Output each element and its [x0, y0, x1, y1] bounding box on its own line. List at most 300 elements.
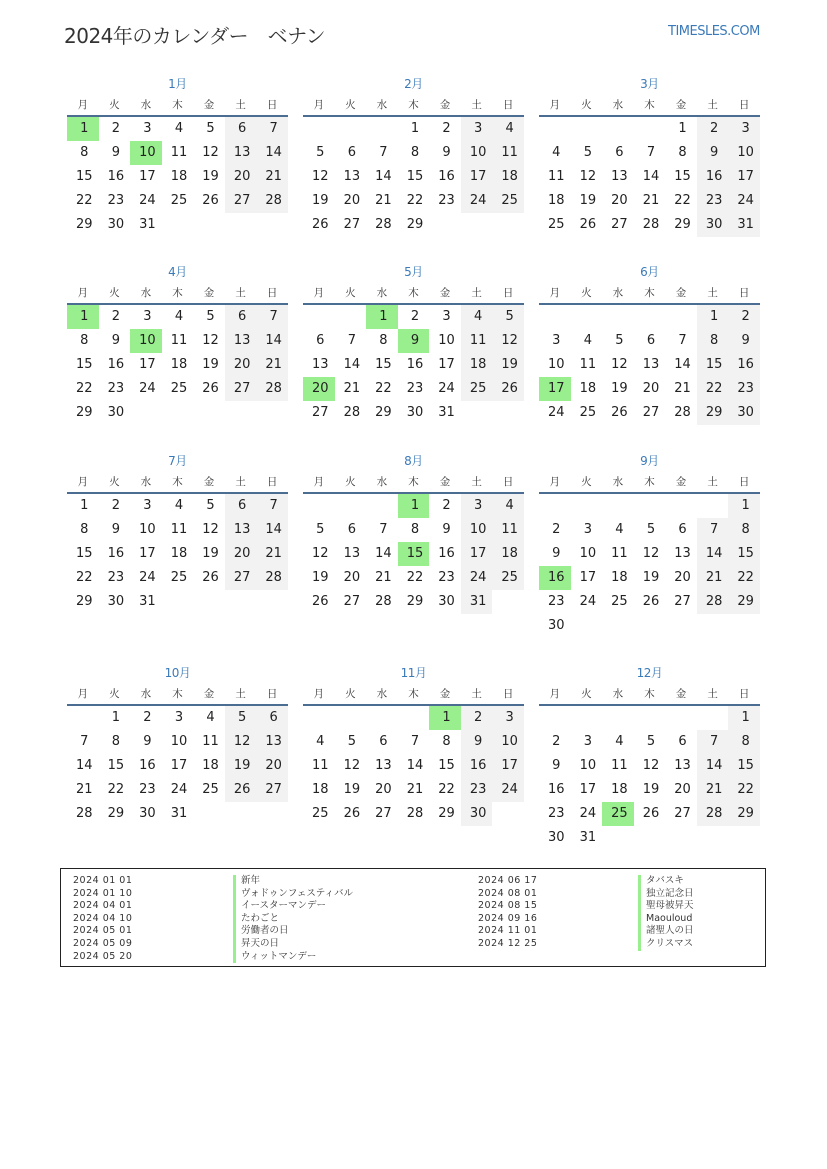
day-cell: 28 [256, 377, 288, 401]
holiday-date: 2024 04 01 [73, 900, 133, 912]
day-cell: 8 [410, 522, 420, 537]
day-cell: 25 [548, 217, 565, 232]
day-cell: 9 [442, 145, 451, 160]
holiday-date: 2024 05 01 [73, 925, 133, 937]
weekday-label: 水 [140, 99, 152, 111]
holiday-name: 聖母被昇天 [638, 900, 694, 913]
empty-cell [634, 305, 666, 329]
day-cell: 3 [442, 309, 451, 324]
day-cell: 1 [366, 305, 398, 329]
day-cell: 14 [375, 169, 392, 184]
empty-cell [665, 305, 697, 329]
day-cell: 21 [343, 381, 361, 396]
empty-cell [335, 305, 367, 329]
day-cell: 6 [316, 333, 325, 348]
day-cell: 10 [438, 333, 455, 348]
weekday-label: 土 [707, 287, 718, 299]
day-cell: 23 [548, 806, 565, 821]
weekday-label: 木 [408, 287, 419, 299]
day-cell: 4 [461, 305, 493, 329]
weekday-header [539, 95, 760, 117]
weekday-label: 火 [581, 476, 592, 488]
day-cell: 11 [202, 734, 219, 749]
day-cell: 15 [107, 758, 125, 773]
day-cell: 30 [548, 618, 565, 633]
weekday-label: 日 [266, 99, 278, 111]
day-cell: 13 [312, 357, 329, 372]
day-cell: 29 [406, 594, 424, 609]
day-cell: 9 [461, 730, 493, 754]
holiday-name: Maouloud [638, 913, 692, 926]
day-cell: 23 [139, 782, 156, 797]
day-cell: 17 [579, 570, 597, 585]
day-grid [67, 117, 288, 237]
month-name: 7月 [168, 454, 187, 468]
day-cell: 23 [461, 778, 493, 802]
weekday-label: 月 [549, 287, 561, 299]
month-1 [67, 73, 288, 237]
day-cell: 16 [438, 546, 455, 561]
day-cell: 1 [67, 117, 99, 141]
day-cell: 10 [139, 522, 156, 537]
weekday-label: 金 [675, 287, 687, 299]
holiday-name: たわごと [233, 913, 279, 926]
day-cell: 11 [492, 141, 524, 165]
weekday-label: 火 [345, 99, 356, 111]
day-cell: 25 [611, 594, 628, 609]
day-cell: 30 [728, 401, 760, 425]
weekday-label: 月 [77, 688, 89, 700]
day-cell: 24 [139, 193, 156, 208]
empty-cell [728, 826, 760, 850]
day-cell: 4 [316, 734, 325, 749]
weekday-label: 月 [549, 99, 561, 111]
day-cell: 17 [139, 169, 156, 184]
empty-cell [461, 401, 493, 425]
day-cell: 13 [225, 329, 257, 353]
day-cell: 9 [442, 522, 451, 537]
day-cell: 29 [76, 594, 93, 609]
weekday-label: 水 [376, 99, 388, 111]
holiday-name: イースターマンデー [233, 900, 326, 913]
day-cell: 21 [375, 570, 392, 585]
day-cell: 28 [256, 189, 288, 213]
weekday-label: 金 [675, 688, 687, 700]
day-cell: 2 [111, 498, 120, 513]
day-cell: 27 [674, 806, 691, 821]
day-cell: 29 [728, 590, 760, 614]
day-cell: 19 [202, 546, 219, 561]
day-cell: 14 [406, 758, 424, 773]
holiday-date: 2024 05 09 [73, 937, 133, 949]
empty-cell [492, 213, 524, 237]
holiday-row [73, 888, 353, 901]
day-cell: 28 [697, 590, 729, 614]
day-cell: 31 [728, 213, 760, 237]
day-cell: 17 [461, 165, 493, 189]
day-cell: 19 [343, 782, 361, 797]
day-cell: 28 [256, 566, 288, 590]
day-cell: 15 [728, 754, 760, 778]
month-8 [303, 450, 524, 614]
weekday-header [67, 684, 288, 706]
weekday-label: 土 [235, 99, 246, 111]
day-cell: 15 [406, 169, 424, 184]
empty-cell [492, 401, 524, 425]
holiday-name: クリスマス [638, 938, 693, 951]
day-cell: 19 [202, 357, 219, 372]
day-cell: 22 [697, 377, 729, 401]
weekday-header [67, 283, 288, 305]
weekday-label: 火 [581, 99, 592, 111]
holiday-list-left [73, 875, 353, 963]
empty-cell [461, 213, 493, 237]
day-cell: 13 [225, 141, 257, 165]
day-cell: 19 [312, 193, 329, 208]
day-cell: 2 [461, 706, 493, 730]
weekday-label: 土 [707, 476, 718, 488]
day-grid [303, 117, 524, 237]
weekday-header [303, 283, 524, 305]
day-cell: 22 [76, 381, 93, 396]
day-cell: 24 [139, 570, 156, 585]
day-cell: 19 [579, 193, 597, 208]
day-cell: 8 [442, 734, 451, 749]
weekday-label: 土 [471, 287, 482, 299]
day-cell: 4 [615, 734, 624, 749]
holiday-row [478, 925, 694, 938]
empty-cell [697, 614, 729, 638]
day-cell: 30 [548, 830, 565, 845]
day-grid [539, 494, 760, 638]
day-cell: 5 [583, 145, 592, 160]
empty-cell [539, 706, 571, 730]
day-cell: 26 [202, 381, 219, 396]
empty-cell [571, 117, 603, 141]
empty-cell [130, 401, 162, 425]
day-cell: 7 [678, 333, 687, 348]
weekday-label: 日 [266, 688, 278, 700]
day-cell: 18 [461, 353, 493, 377]
day-cell: 12 [202, 333, 219, 348]
weekday-label: 月 [549, 476, 561, 488]
empty-cell [162, 401, 194, 425]
day-cell: 15 [728, 542, 760, 566]
day-cell: 28 [375, 594, 392, 609]
day-cell: 7 [379, 522, 388, 537]
day-cell: 18 [579, 381, 597, 396]
day-cell: 17 [539, 377, 571, 401]
empty-cell [303, 494, 335, 518]
day-cell: 23 [548, 594, 565, 609]
day-cell: 5 [316, 145, 325, 160]
day-cell: 4 [615, 522, 624, 537]
day-cell: 30 [107, 217, 125, 232]
empty-cell [303, 706, 335, 730]
day-cell: 6 [615, 145, 624, 160]
weekday-label: 木 [172, 476, 183, 488]
weekday-header [67, 472, 288, 494]
month-name: 4月 [168, 265, 187, 279]
empty-cell [429, 213, 461, 237]
empty-cell [193, 401, 225, 425]
day-cell: 18 [170, 546, 188, 561]
holiday-row [73, 925, 353, 938]
day-cell: 11 [312, 758, 329, 773]
weekday-header [303, 95, 524, 117]
day-cell: 14 [697, 542, 729, 566]
day-cell: 17 [728, 165, 760, 189]
day-cell: 19 [225, 754, 257, 778]
day-cell: 9 [728, 329, 760, 353]
day-cell: 16 [728, 353, 760, 377]
day-cell: 26 [642, 594, 660, 609]
day-cell: 22 [728, 778, 760, 802]
holiday-row [73, 938, 353, 951]
day-cell: 6 [379, 734, 388, 749]
day-cell: 23 [107, 381, 125, 396]
holiday-row [73, 951, 353, 964]
month-7 [67, 450, 288, 614]
day-cell: 7 [646, 145, 656, 160]
empty-cell [335, 706, 367, 730]
day-cell: 23 [107, 570, 125, 585]
month-6 [539, 261, 760, 425]
day-cell: 10 [461, 518, 493, 542]
weekday-label: 金 [439, 476, 451, 488]
site-name[interactable]: TIMESLES.COM [668, 24, 760, 39]
day-cell: 13 [256, 730, 288, 754]
day-grid [539, 706, 760, 850]
empty-cell [366, 494, 398, 518]
day-cell: 5 [492, 305, 524, 329]
day-cell: 25 [492, 566, 524, 590]
empty-cell [571, 305, 603, 329]
month-2 [303, 73, 524, 237]
day-cell: 8 [728, 518, 760, 542]
holiday-date: 2024 04 10 [73, 912, 133, 924]
empty-cell [634, 614, 666, 638]
day-cell: 7 [256, 305, 288, 329]
day-cell: 28 [642, 217, 660, 232]
day-cell: 25 [170, 381, 188, 396]
holiday-row [478, 875, 694, 888]
day-cell: 9 [552, 546, 561, 561]
day-cell: 20 [225, 353, 257, 377]
day-cell: 15 [375, 357, 392, 372]
empty-cell [366, 117, 398, 141]
day-cell: 24 [170, 782, 188, 797]
day-cell: 13 [642, 357, 660, 372]
day-cell: 12 [202, 145, 219, 160]
day-cell: 13 [674, 546, 691, 561]
day-cell: 1 [67, 305, 99, 329]
weekday-label: 日 [738, 99, 750, 111]
day-cell: 29 [674, 217, 691, 232]
day-cell: 10 [130, 141, 162, 165]
day-cell: 14 [343, 357, 361, 372]
day-cell: 22 [406, 193, 424, 208]
empty-cell [492, 802, 524, 826]
day-cell: 24 [492, 778, 524, 802]
day-cell: 13 [343, 169, 361, 184]
day-cell: 16 [539, 566, 571, 590]
day-cell: 29 [728, 802, 760, 826]
day-cell: 11 [611, 758, 628, 773]
weekday-label: 月 [313, 99, 325, 111]
weekday-label: 日 [738, 287, 750, 299]
day-cell: 12 [225, 730, 257, 754]
day-cell: 27 [225, 377, 257, 401]
empty-cell [602, 305, 634, 329]
day-grid [303, 706, 524, 826]
empty-cell [665, 494, 697, 518]
day-cell: 7 [256, 117, 288, 141]
empty-cell [665, 826, 697, 850]
day-cell: 2 [697, 117, 729, 141]
weekday-label: 木 [644, 688, 655, 700]
day-cell: 23 [438, 570, 455, 585]
month-name: 9月 [640, 454, 659, 468]
day-cell: 22 [76, 193, 93, 208]
weekday-header [539, 283, 760, 305]
month-name: 8月 [404, 454, 423, 468]
day-cell: 26 [202, 570, 219, 585]
holiday-name: 独立記念日 [638, 888, 694, 901]
day-cell: 2 [552, 734, 561, 749]
empty-cell [162, 590, 194, 614]
day-cell: 24 [461, 566, 493, 590]
day-cell: 25 [461, 377, 493, 401]
day-cell: 9 [111, 522, 120, 537]
day-cell: 11 [492, 518, 524, 542]
day-cell: 2 [410, 309, 420, 324]
day-cell: 19 [611, 381, 628, 396]
day-cell: 12 [579, 169, 597, 184]
empty-cell [225, 401, 257, 425]
day-cell: 15 [697, 353, 729, 377]
day-cell: 25 [202, 782, 219, 797]
day-cell: 30 [697, 213, 729, 237]
empty-cell [728, 614, 760, 638]
holiday-date: 2024 06 17 [478, 875, 538, 886]
day-cell: 22 [674, 193, 691, 208]
empty-cell [634, 826, 666, 850]
empty-cell [571, 706, 603, 730]
day-cell: 5 [347, 734, 356, 749]
day-cell: 18 [492, 542, 524, 566]
day-cell: 7 [697, 730, 729, 754]
day-cell: 18 [492, 165, 524, 189]
day-cell: 30 [406, 405, 424, 420]
weekday-label: 水 [140, 688, 152, 700]
holiday-date: 2024 08 15 [478, 900, 538, 912]
weekday-label: 水 [140, 287, 152, 299]
day-cell: 1 [111, 710, 120, 725]
day-cell: 31 [438, 405, 455, 420]
day-cell: 4 [492, 117, 524, 141]
day-cell: 21 [697, 778, 729, 802]
month-5 [303, 261, 524, 425]
weekday-label: 水 [612, 287, 624, 299]
day-cell: 17 [461, 542, 493, 566]
day-cell: 19 [642, 782, 660, 797]
day-cell: 7 [347, 333, 356, 348]
day-cell: 4 [492, 494, 524, 518]
month-11 [303, 662, 524, 826]
weekday-label: 木 [644, 476, 655, 488]
weekday-label: 日 [738, 688, 750, 700]
empty-cell [225, 213, 257, 237]
weekday-header [539, 684, 760, 706]
day-cell: 23 [406, 381, 424, 396]
month-name: 5月 [404, 265, 423, 279]
day-cell: 9 [552, 758, 561, 773]
day-cell: 19 [492, 353, 524, 377]
day-cell: 1 [728, 494, 760, 518]
day-cell: 3 [583, 522, 592, 537]
weekday-label: 火 [109, 688, 120, 700]
holiday-row [478, 888, 694, 901]
day-cell: 1 [728, 706, 760, 730]
weekday-header [539, 472, 760, 494]
day-cell: 15 [76, 357, 93, 372]
day-cell: 28 [76, 806, 93, 821]
day-cell: 30 [139, 806, 156, 821]
day-cell: 17 [170, 758, 188, 773]
day-cell: 26 [579, 217, 597, 232]
day-grid [67, 706, 288, 826]
day-cell: 12 [202, 522, 219, 537]
day-cell: 6 [225, 494, 257, 518]
day-cell: 3 [492, 706, 524, 730]
day-cell: 7 [379, 145, 388, 160]
empty-cell [697, 494, 729, 518]
empty-cell [665, 614, 697, 638]
day-cell: 7 [80, 734, 89, 749]
weekday-label: 水 [612, 99, 624, 111]
day-cell: 24 [548, 405, 565, 420]
day-cell: 12 [611, 357, 628, 372]
day-cell: 18 [170, 357, 188, 372]
weekday-label: 月 [77, 287, 89, 299]
weekday-label: 日 [738, 476, 750, 488]
empty-cell [67, 706, 99, 730]
day-cell: 1 [678, 121, 687, 136]
day-cell: 22 [406, 570, 424, 585]
day-cell: 31 [139, 217, 156, 232]
day-cell: 7 [256, 494, 288, 518]
day-cell: 3 [461, 117, 493, 141]
day-cell: 23 [697, 189, 729, 213]
holiday-name: 諸聖人の日 [638, 925, 694, 938]
day-cell: 9 [697, 141, 729, 165]
day-cell: 27 [343, 217, 361, 232]
day-cell: 11 [170, 145, 188, 160]
empty-cell [193, 802, 225, 826]
day-cell: 15 [398, 542, 430, 566]
day-cell: 24 [579, 594, 597, 609]
day-cell: 9 [398, 329, 430, 353]
empty-cell [256, 213, 288, 237]
empty-cell [539, 305, 571, 329]
day-cell: 26 [343, 806, 361, 821]
day-cell: 18 [312, 782, 329, 797]
day-cell: 7 [410, 734, 420, 749]
day-cell: 13 [611, 169, 628, 184]
holiday-name: ヴォドゥンフェスティバル [233, 888, 353, 901]
day-cell: 13 [674, 758, 691, 773]
